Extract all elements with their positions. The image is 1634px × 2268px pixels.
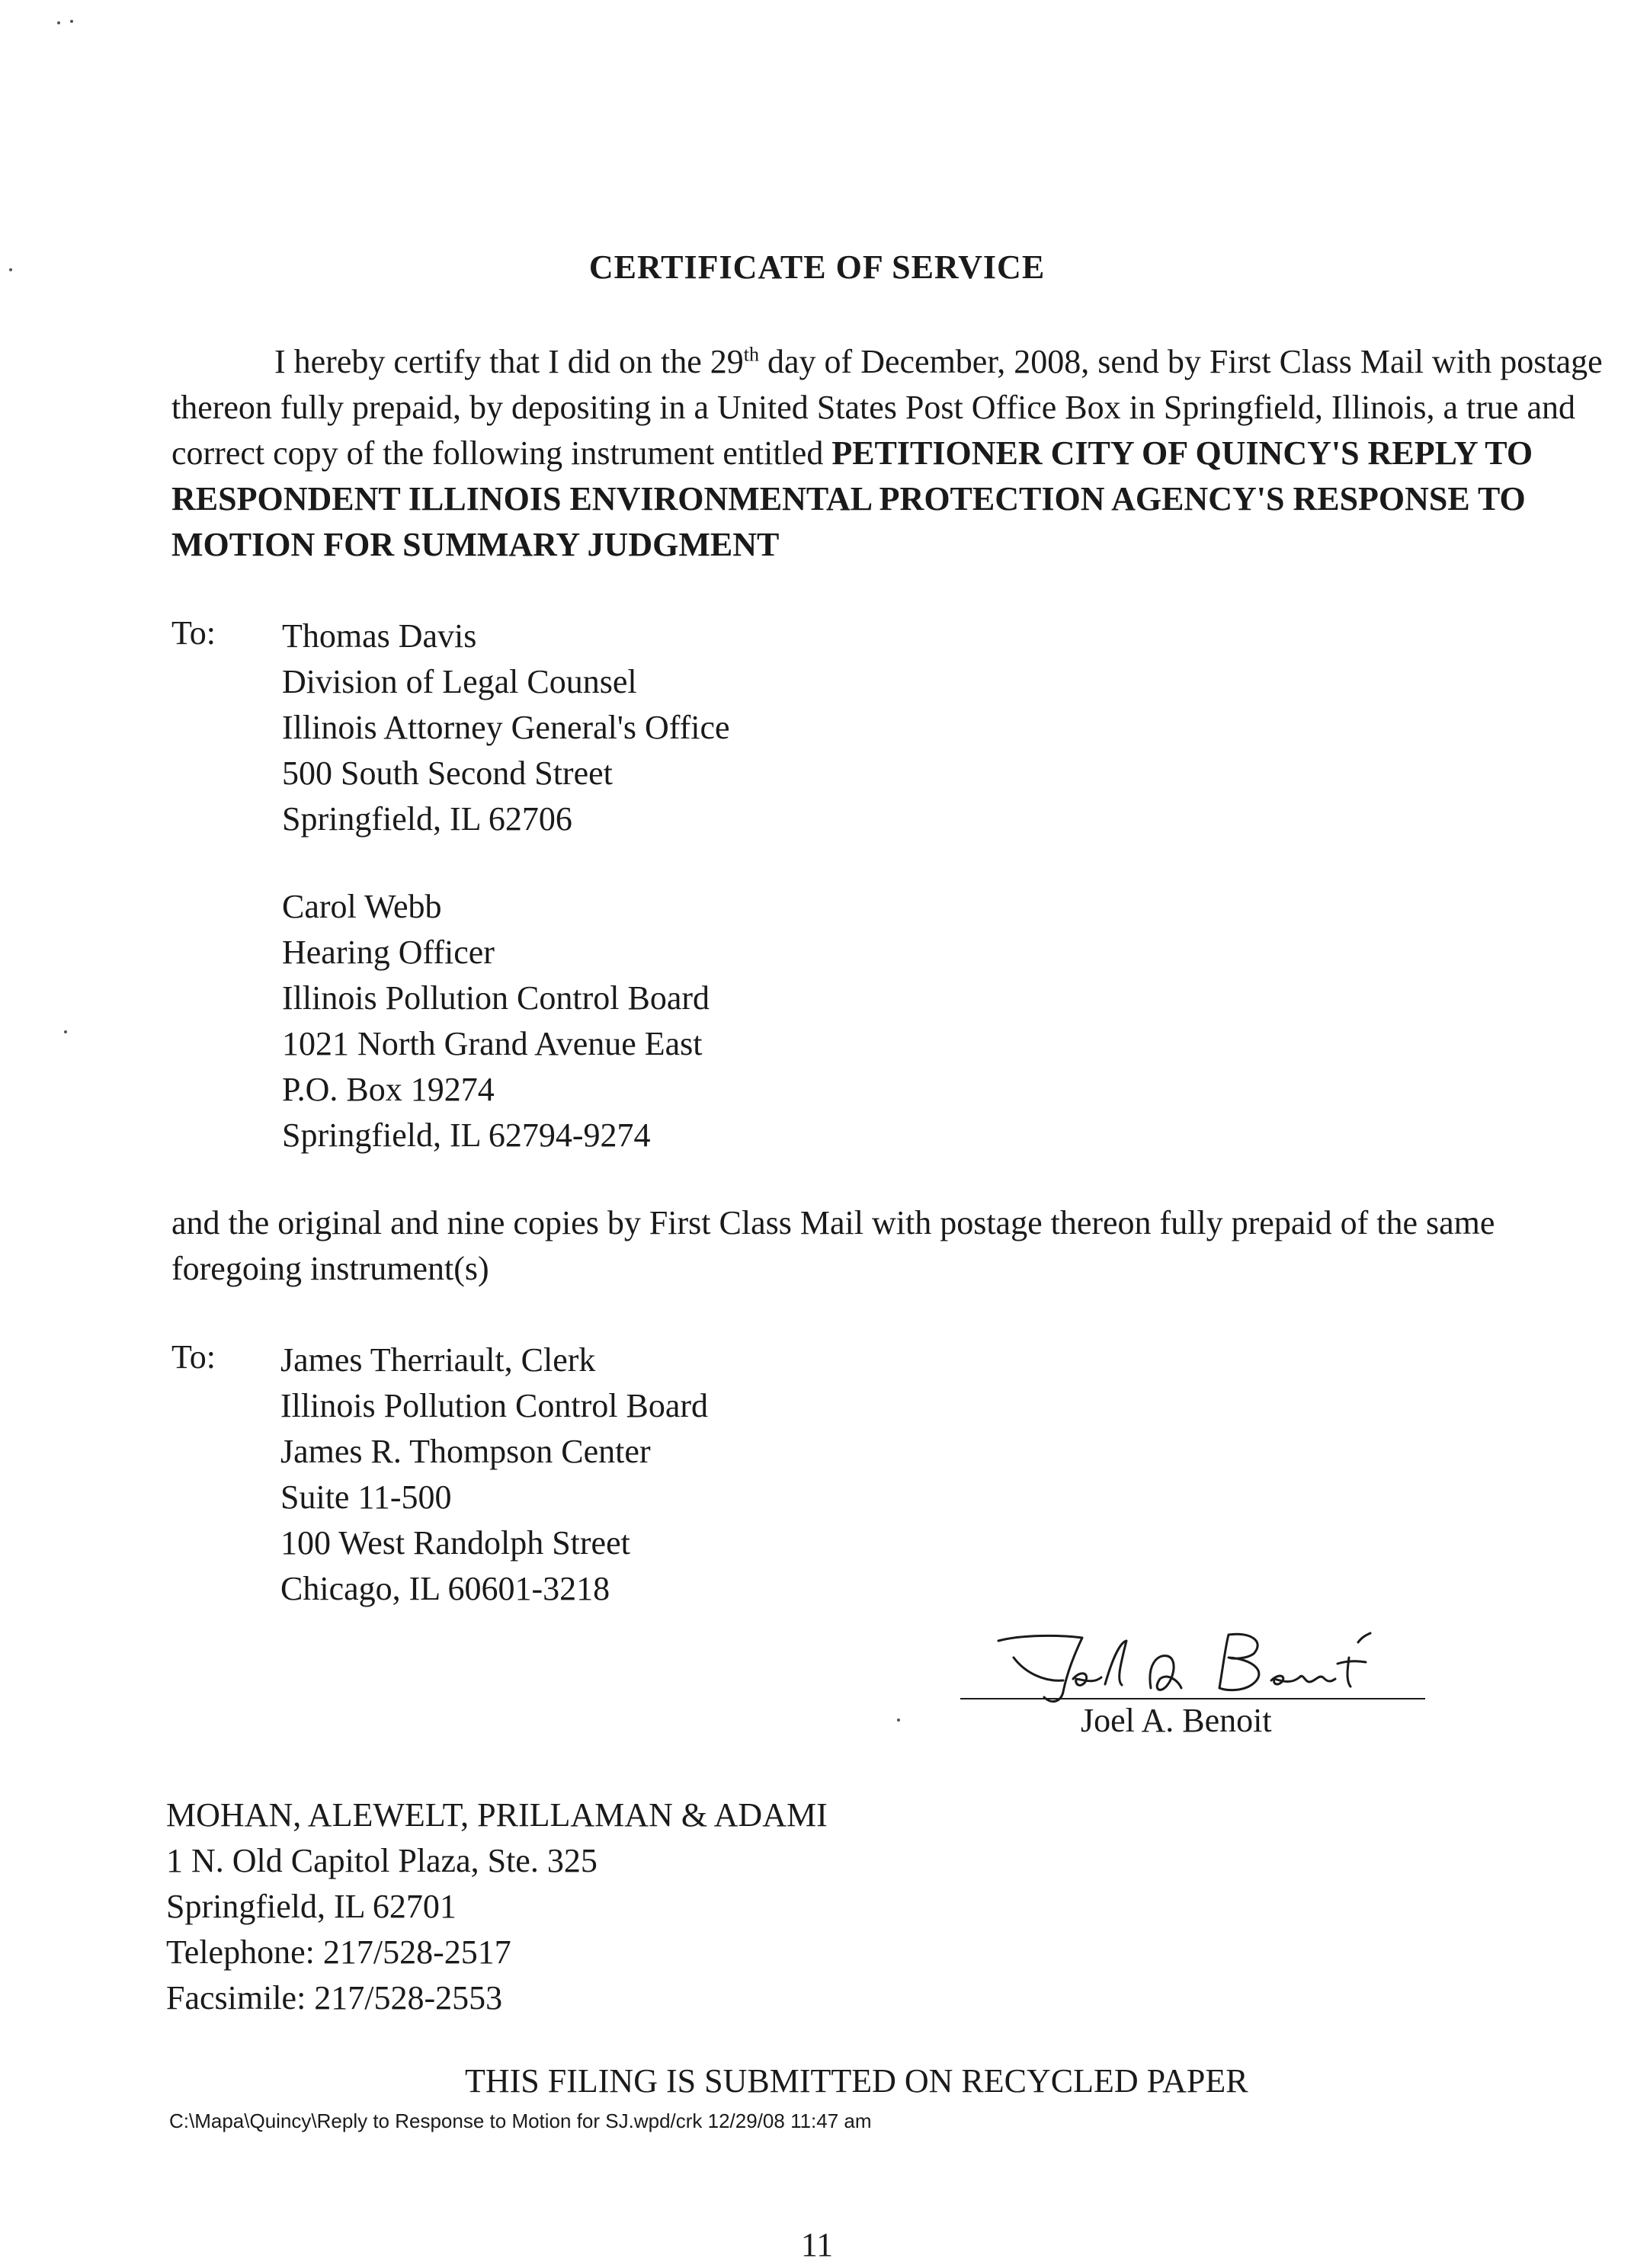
certification-paragraph (171, 339, 1620, 568)
recipient-webb-address (282, 884, 710, 1158)
recipient-davis-address (282, 613, 730, 842)
scan-speck (64, 1030, 67, 1033)
page-number: 11 (800, 2226, 834, 2263)
to-label-first: To: (171, 614, 216, 652)
address-line: 1021 North Grand Avenue East (282, 1025, 703, 1062)
firm-facsimile: Facsimile: 217/528-2553 (166, 1979, 503, 2017)
address-line: James Therriault, Clerk (280, 1341, 596, 1379)
address-line: Carol Webb (282, 888, 442, 925)
law-firm-block (166, 1792, 828, 2021)
signer-name: Joel A. Benoit (1081, 1702, 1272, 1739)
ordinal-suffix: th (743, 343, 760, 366)
address-line: Illinois Pollution Control Board (282, 979, 710, 1017)
firm-city: Springfield, IL 62701 (166, 1888, 457, 1925)
signature-line (960, 1698, 1425, 1699)
address-line: Thomas Davis (282, 617, 477, 655)
address-line: Springfield, IL 62794-9274 (282, 1116, 651, 1154)
clerk-address (280, 1337, 708, 1612)
address-line: P.O. Box 19274 (282, 1071, 495, 1108)
file-path-footer: C:\Mapa\Quincy\Reply to Response to Motion for SJ.wpd/crk 12/29/08 11:47 am (169, 2109, 872, 2132)
original-copies-paragraph: and the original and nine copies by First Class Mail with postage thereon fully prepaid of the same foregoing instrument(s) (171, 1204, 1495, 1287)
address-line: 500 South Second Street (282, 754, 613, 792)
firm-address: 1 N. Old Capitol Plaza, Ste. 325 (166, 1842, 598, 1879)
certification-text-start: I hereby certify that I did on the 29 (274, 343, 744, 380)
scan-speck (897, 1719, 900, 1722)
instrument-title: PETITIONER CITY OF QUINCY'S REPLY TO RESPONDENT ILLINOIS ENVIRONMENTAL PROTECTION AGENCY'S RESPONSE TO MOTION FOR SUMMARY JUDGMENT (171, 434, 1533, 563)
scan-speck (57, 21, 60, 24)
scan-speck (70, 20, 73, 23)
address-line: Springfield, IL 62706 (282, 800, 572, 838)
address-line: Division of Legal Counsel (282, 663, 637, 700)
address-line: 100 West Randolph Street (280, 1524, 630, 1562)
address-line: Illinois Attorney General's Office (282, 709, 730, 746)
recycled-paper-notice: THIS FILING IS SUBMITTED ON RECYCLED PAPER (465, 2062, 1248, 2100)
firm-name: MOHAN, ALEWELT, PRILLAMAN & ADAMI (166, 1796, 828, 1834)
address-line: Suite 11-500 (280, 1478, 452, 1516)
address-line: Hearing Officer (282, 934, 495, 971)
address-line: James R. Thompson Center (280, 1433, 651, 1470)
certification-text-rest: day of December, 2008, send by First Class Mail with postage thereon fully prepaid, by depositing in a United States Post Office Box in Springfield, Illinois, a true and correct copy of the following instrument entitled (171, 343, 1603, 472)
address-line: Chicago, IL 60601-3218 (280, 1570, 610, 1607)
firm-telephone: Telephone: 217/528-2517 (166, 1933, 511, 1971)
address-line: Illinois Pollution Control Board (280, 1387, 709, 1424)
to-label-second: To: (171, 1338, 216, 1376)
document-title: CERTIFICATE OF SERVICE (588, 248, 1046, 286)
